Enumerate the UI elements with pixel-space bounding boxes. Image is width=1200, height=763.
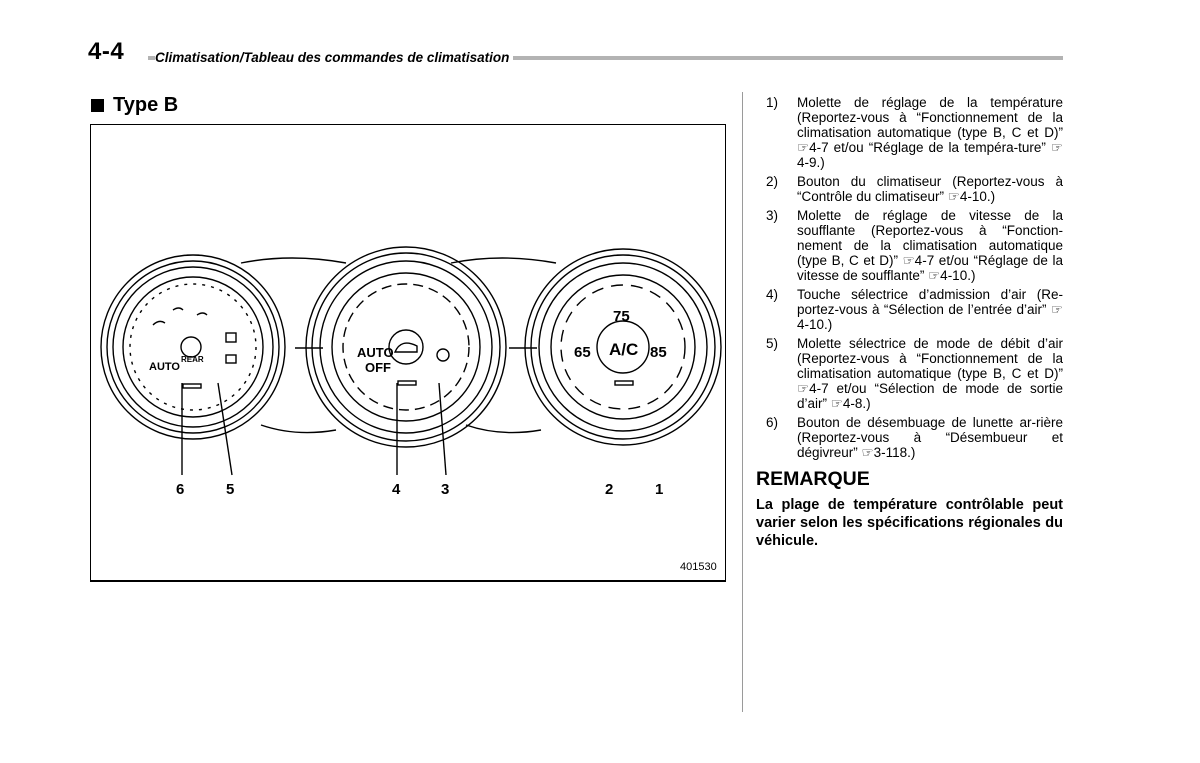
air-recirc-icon [395,343,417,352]
list-item [766,287,1063,332]
item-text: Molette de réglage de la température (Reportez-vous à “Fonctionnement de la climatisation automatique (type B, C et D)” ☞4-7 et/ou “Réglage de la tempéra-ture” ☞4-9.) [797,95,1063,170]
auto-label-center: AUTO [357,345,394,360]
item-text: Touche sélectrice d’admission d’air (Re-portez-vous à “Sélection de l’entrée d’air” ☞4-10.) [797,287,1063,332]
section-title [91,94,178,117]
remarque-text: La plage de température contrôlable peut varier selon les spécifications régionales du véhicule. [756,497,1063,549]
item-number: 5) [766,336,779,351]
item-number: 3) [766,208,779,223]
list-item [766,174,1063,204]
item-number: 6) [766,415,779,430]
mode-vent-icons [153,308,207,325]
remarque-title: REMARQUE [756,468,870,490]
climate-panel-drawing [91,125,727,583]
item-number: 1) [766,95,779,110]
bezel-top-right [451,258,556,263]
left-dial [101,255,285,439]
bezel-bottom-right [466,425,541,433]
column-divider [742,92,743,712]
rear-label: REAR [181,355,204,364]
callout-4: 4 [392,481,401,498]
page-number: 4-4 [88,38,125,65]
legend-list [766,95,1063,464]
climate-control-figure [90,124,726,582]
item-text: Molette de réglage de vitesse de la soufflante (Reportez-vous à “Fonction-nement de la climatisation automatique (type B, C et D)” ☞4-7 et/ou “Réglage de la vitesse de soufflante” ☞4-10.) [797,208,1063,283]
auto-label-left: AUTO [149,361,180,373]
ac-label: A/C [609,340,639,359]
section-bullet-icon [91,99,104,112]
bezel-top-left [241,258,346,263]
item-number: 4) [766,287,779,302]
callout-6: 6 [176,481,185,498]
header-title: Climatisation/Tableau des commandes de climatisation [155,50,513,65]
item-text: Bouton du climatiseur (Reportez-vous à “Contrôle du climatiseur” ☞4-10.) [797,174,1063,204]
off-label: OFF [365,360,391,375]
temp-85-label: 85 [650,344,667,361]
temp-75-label: 75 [613,308,630,325]
bezel-bottom-left [261,425,336,433]
item-text: Molette sélectrice de mode de débit d’air (Reportez-vous à “Fonctionnement de la climatisation automatique (type B, C et D)” ☞4-7 et/ou “Sélection de mode de sortie d’air” ☞4-8.) [797,336,1063,411]
callout-5: 5 [226,481,235,498]
list-item [766,336,1063,411]
callout-1: 1 [655,481,664,498]
callout-2: 2 [605,481,614,498]
rear-defog-icon [226,355,236,363]
item-text: Bouton de désembuage de lunette ar-rière (Reportez-vous à “Désembueur et dégivreur” ☞3-118.) [797,415,1063,460]
figure-id: 401530 [680,561,717,573]
item-number: 2) [766,174,779,189]
fan-icon [437,349,449,361]
list-item [766,95,1063,170]
center-dial [306,247,506,447]
section-title-text: Type B [113,94,179,116]
defrost-icon [226,333,236,342]
callout-3: 3 [441,481,450,498]
list-item [766,415,1063,460]
temp-65-label: 65 [574,344,591,361]
list-item [766,208,1063,283]
